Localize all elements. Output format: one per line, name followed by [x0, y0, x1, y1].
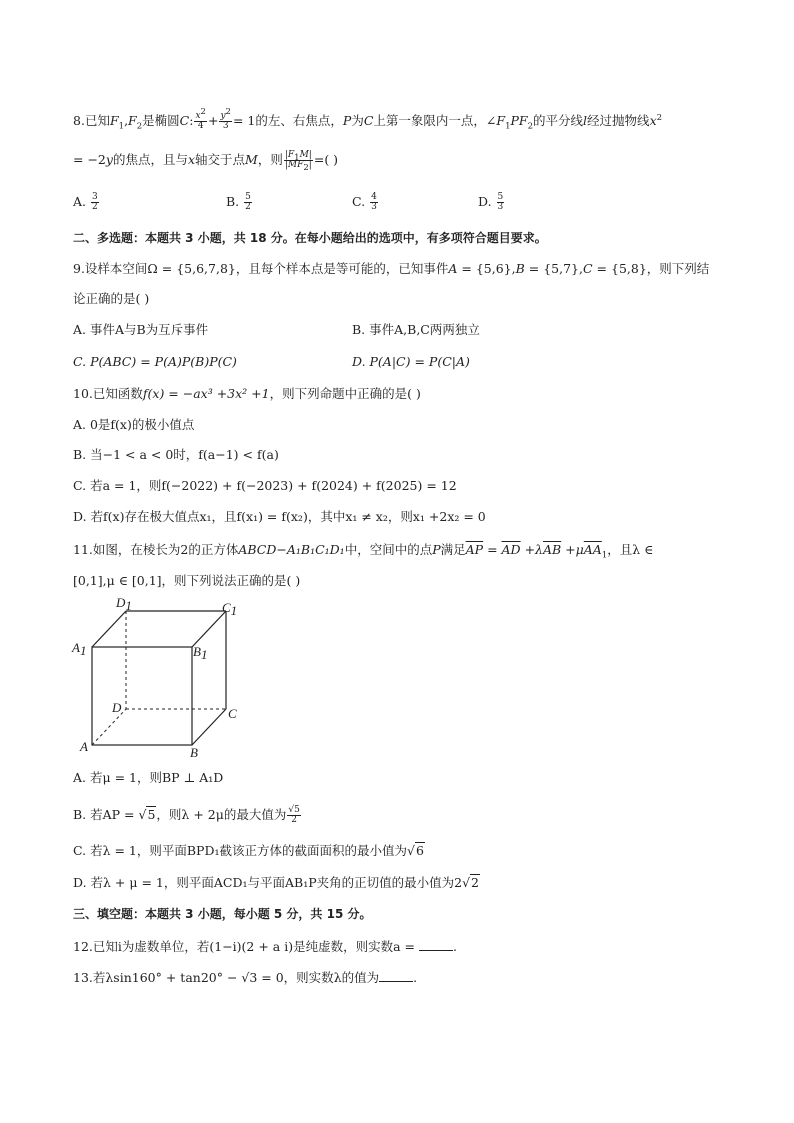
- q9-text: = {5,6},: [461, 261, 516, 276]
- sqrt-radicand: 5: [147, 807, 156, 822]
- q10-function: f(x) = −ax³ +3x² +1: [142, 386, 270, 401]
- cube-edge: [192, 611, 226, 647]
- q13-text: .: [413, 970, 418, 985]
- option-label: B.: [226, 194, 240, 209]
- q11-option-d[interactable]: D. 若λ + μ = 1，则平面ACD₁与平面AB₁P夹角的正切值的最小值为2√2: [73, 875, 479, 890]
- sqrt-radicand: 6: [415, 843, 424, 858]
- q10-text: 10.已知函数: [73, 386, 143, 401]
- q9-text: = {5,8}，则下列结: [596, 261, 710, 276]
- q10-option-d[interactable]: D. 若f(x)存在极大值点x₁，且f(x₁) = f(x₂)，其中x₁ ≠ x₂，则x₁ +2x₂ = 0: [73, 509, 486, 524]
- q11-text: ，且λ ∈: [607, 542, 654, 557]
- q11-text: 满足: [440, 542, 466, 557]
- q12-text: .: [452, 939, 457, 954]
- section-heading-multi-choice: 二、多选题：本题共 3 小题，共 18 分。在每小题给出的选项中，有多项符合题目要求。: [73, 231, 547, 245]
- vertex-label-b1: B1: [193, 644, 208, 662]
- q11-line1: 11.如图，在棱长为2的正方体ABCD−A₁B₁C₁D₁中，空间中的点P满足$\overline{AP} = \overline{AD} +\lambda\overline{AB} +\mu\overline{AA}_1$，且λ ∈: [73, 542, 654, 561]
- q8-text: 的左、右焦点，: [255, 113, 343, 128]
- vertex-label-d1: D1: [116, 595, 132, 613]
- q8-text: 是椭圆: [142, 113, 180, 128]
- q11-option-a[interactable]: A. 若μ = 1，则BP ⊥ A₁D: [73, 770, 224, 785]
- q12-text: 12.已知i为虚数单位，若(1−i)(2 + a i)是纯虚数，则实数a =: [73, 939, 419, 954]
- cube-figure: [70, 595, 250, 765]
- q8-text: 已知: [84, 113, 110, 128]
- q8-text: 的焦点，且与: [112, 152, 188, 167]
- q9-line2: 论正确的是( ): [73, 291, 150, 306]
- vertex-label-b: B: [190, 745, 198, 760]
- q11-option-c[interactable]: C. 若λ = 1，则平面BPD₁截该正方体的截面面积的最小值为√6: [73, 843, 424, 858]
- q8-option-a[interactable]: [73, 193, 100, 212]
- fraction: $\frac{5}{3}$: [497, 192, 504, 212]
- cube-front-face: [92, 647, 192, 745]
- fraction: $\frac{5}{2}$: [245, 192, 251, 212]
- option-label: D.: [478, 194, 492, 209]
- q8-line1: 8.已知$F_1,F_2$是椭圆C: $\frac{x^2}{4}$ + $\frac{y^2}{3}$ = 1的左、右焦点，P为C上第一象限内一点，$\angle F_1PF_2$的平分线l经过抛物线$x^2$: [73, 107, 663, 132]
- q11-option-b[interactable]: B. 若AP = √5，则λ + 2μ的最大值为 $\frac{√5}{2}$: [73, 805, 300, 825]
- q8-line2: = −2y的焦点，且与x轴交于点M，则 $\frac{|F_1M|}{|MF_2|}$ =( ): [73, 150, 339, 173]
- q11-text: 11.如图，在棱长为2的正方体: [73, 542, 239, 557]
- fraction: $\frac{√5}{2}$: [288, 805, 300, 825]
- q8-text: ，则: [257, 152, 283, 167]
- q11-option-b-text: B. 若AP =: [73, 807, 139, 822]
- answer-blank[interactable]: [379, 969, 413, 982]
- q9-option-d[interactable]: D. P(A|C) = P(C|A): [352, 354, 470, 369]
- vertex-label-a: A: [80, 739, 88, 754]
- q10-line1: [73, 386, 421, 402]
- option-label: A.: [73, 194, 87, 209]
- q8-text: 为: [351, 113, 364, 128]
- fraction: $\frac{4}{3}$: [371, 192, 377, 212]
- q8-text: =( ): [313, 152, 339, 167]
- vertex-label-d: D: [112, 700, 122, 715]
- q10-option-a[interactable]: A. 0是f(x)的极小值点: [73, 417, 195, 432]
- q11-option-d-text: D. 若λ + μ = 1，则平面ACD₁与平面AB₁P夹角的正切值的最小值为2: [73, 875, 463, 890]
- q8-option-c[interactable]: [352, 193, 379, 212]
- q9-option-b[interactable]: B. 事件A,B,C两两独立: [352, 322, 480, 337]
- q10-option-c[interactable]: C. 若a = 1，则f(−2022) + f(−2023) + f(2024) + f(2025) = 12: [73, 478, 457, 493]
- section-heading-fill-blank: 三、填空题：本题共 3 小题，每小题 5 分，共 15 分。: [73, 907, 372, 921]
- fraction: $\frac{y^2}{3}$: [220, 107, 231, 131]
- q9-text: 9.设样本空间Ω = {5,6,7,8}，且每个样本点是等可能的，已知事件: [73, 261, 449, 276]
- q10-text: ，则下列命题中正确的是( ): [269, 386, 421, 401]
- cube-edge: [92, 611, 126, 647]
- q13-line: [73, 969, 417, 986]
- q8-text: 经过抛物线: [587, 113, 650, 128]
- q11-cube-name: ABCD−A₁B₁C₁D₁: [238, 542, 345, 557]
- q13-text: 13.若λsin160° + tan20° − √3 = 0，则实数λ的值为: [73, 970, 380, 985]
- q8-text: 上第一象限内一点，: [373, 113, 486, 128]
- q8-option-b[interactable]: [226, 193, 253, 212]
- cube-edge: [192, 709, 226, 745]
- q8-option-d[interactable]: [478, 193, 505, 212]
- q12-line: [73, 938, 457, 955]
- vertex-label-c1: C1: [222, 600, 238, 618]
- q9-text: = {5,7},: [528, 261, 583, 276]
- q8-number: 8.: [73, 113, 85, 128]
- q11-option-b-text: ，则λ + 2μ的最大值为: [156, 807, 287, 822]
- vertex-label-c: C: [228, 706, 237, 721]
- answer-blank[interactable]: [419, 938, 453, 951]
- fraction: $\frac{3}{2}$: [92, 192, 98, 212]
- sqrt-radicand: 2: [471, 875, 479, 890]
- q8-text: 的平分线: [533, 113, 584, 128]
- q9-option-a[interactable]: A. 事件A与B为互斥事件: [73, 322, 209, 337]
- option-label: C.: [352, 194, 366, 209]
- q8-text: 轴交于点: [195, 152, 246, 167]
- q9-line1: 9.设样本空间Ω = {5,6,7,8}，且每个样本点是等可能的，已知事件A = {5,6},B = {5,7},C = {5,8}，则下列结: [73, 261, 710, 276]
- fraction: $\frac{x^2}{4}$: [195, 107, 206, 131]
- q9-option-c[interactable]: C. P(ABC) = P(A)P(B)P(C): [73, 354, 237, 369]
- q11-text: 中，空间中的点: [344, 542, 433, 557]
- vertex-label-a1: A1: [72, 640, 87, 658]
- q10-option-b[interactable]: B. 当−1 < a < 0时，f(a−1) < f(a): [73, 447, 279, 462]
- q11-option-c-text: C. 若λ = 1，则平面BPD₁截该正方体的截面面积的最小值为: [73, 843, 407, 858]
- q11-line2: [0,1],μ ∈ [0,1]，则下列说法正确的是( ): [73, 573, 301, 588]
- fraction: $\frac{|F_1M|}{|MF_2|}$: [284, 150, 312, 173]
